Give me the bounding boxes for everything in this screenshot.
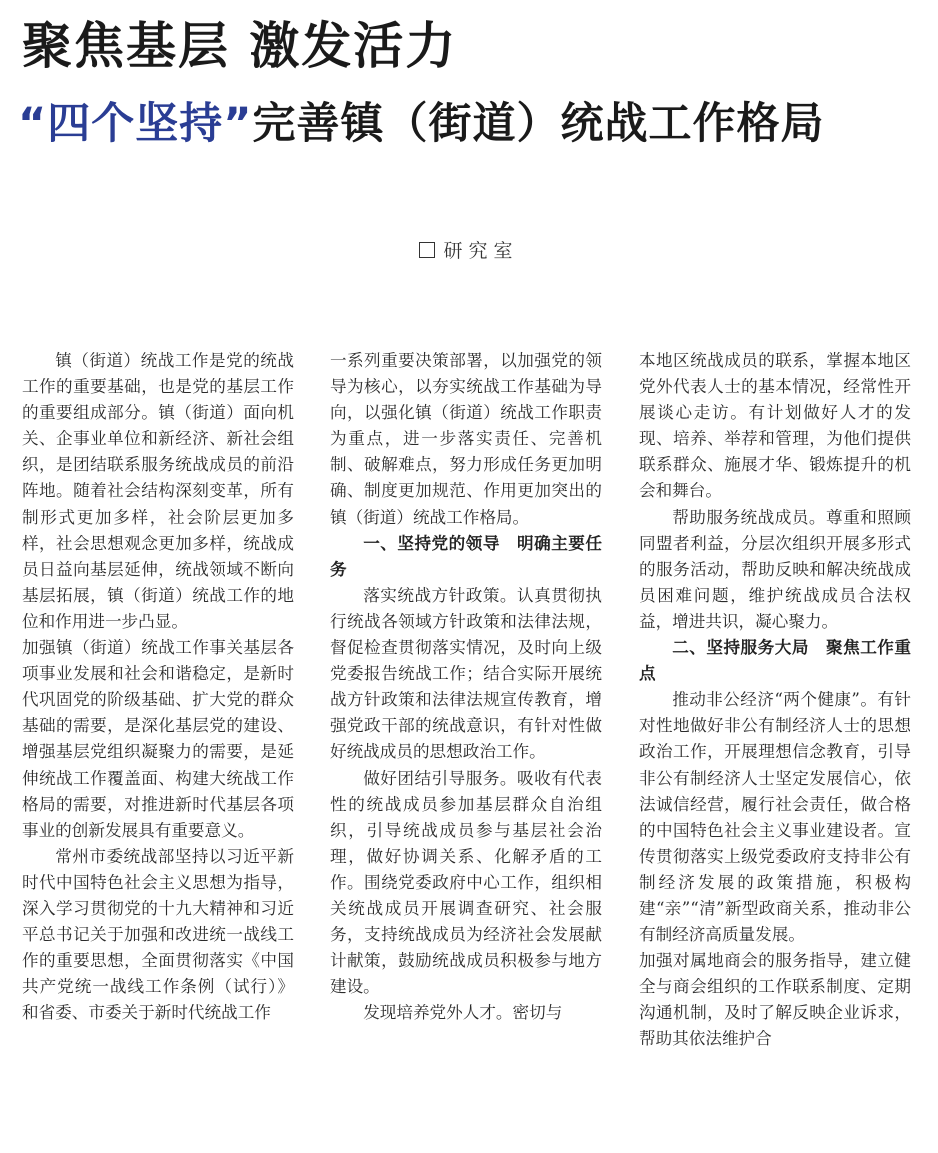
headline-sub — [18, 90, 825, 151]
paragraph: 一系列重要决策部署，以加强党的领导为核心，以夯实统战工作基础为导向，以强化镇（街道）统战工作职责为重点，进一步落实责任、完善机制、破解难点，努力形成任务更加明确、制度更加规范、作用更加突出的镇（街道）统战工作格局。 — [330, 351, 602, 527]
paragraph: 帮助服务统战成员。尊重和照顾同盟者利益，分层次组织开展多形式的服务活动，帮助反映和解决统战成员困难问题，维护统战成员合法权益，增进共识，凝心聚力。 — [639, 507, 911, 631]
paragraph: 本地区统战成员的联系，掌握本地区党外代表人士的基本情况，经常性开展谈心走访。有计划做好人才的发现、培养、举荐和管理，为他们提供联系群众、施展才华、锻炼提升的机会和舞台。 — [639, 351, 911, 501]
text-column-3 — [639, 348, 911, 1053]
text-column-1 — [22, 348, 294, 1026]
headline-sub-rest: 完善镇（街道）统战工作格局 — [252, 99, 825, 149]
paragraph: 加强镇（街道）统战工作事关基层各项事业发展和社会和谐稳定，是新时代巩固党的阶级基础、扩大党的群众基础的需要，是深化基层党的建设、增强基层党组织凝聚力的需要，是延伸统战工作覆盖面、构建大统战工作格局的需要，对推进新时代基层各项事业的创新发展具有重要意义。 — [22, 638, 294, 840]
byline — [0, 236, 938, 263]
text-column-2 — [330, 348, 602, 1026]
section-heading: 一、坚持党的领导 明确主要任务 — [330, 533, 602, 579]
paragraph: 常州市委统战部坚持以习近平新时代中国特色社会主义思想为指导，深入学习贯彻党的十九大精神和习近平总书记关于加强和改进统一战线工作的重要思想，全面贯彻落实《中国共产党统一战线工作条例（试行）》和省委、市委关于新时代统战工作 — [22, 846, 294, 1023]
headline-main: 聚焦基层 激发活力 — [22, 17, 458, 75]
paragraph: 落实统战方针政策。认真贯彻执行统战各领域方针政策和法律法规，督促检查贯彻落实情况，及时向上级党委报告统战工作；结合实际开展统战方针政策和法律法规宣传教育，增强党政干部的统战意识，有针对性做好统战成员的思想政治工作。 — [330, 585, 602, 762]
square-icon — [419, 242, 435, 258]
paragraph: 加强对属地商会的服务指导，建立健全与商会组织的工作联系制度、定期沟通机制，及时了解反映企业诉求，帮助其依法维护合 — [639, 951, 911, 1049]
section-heading: 二、坚持服务大局 聚焦工作重点 — [639, 638, 911, 684]
paragraph: 发现培养党外人才。密切与 — [363, 1003, 563, 1023]
headline-sub-accent: “四个坚持” — [18, 99, 253, 149]
paragraph: 推动非公经济“两个健康”。有针对性地做好非公有制经济人士的思想政治工作，开展理想信念教育，引导非公有制经济人士坚定发展信心，依法诚信经营，履行社会责任，做合格的中国特色社会主义事业建设者。宣传贯彻落实上级党委政府支持非公有制经济发展的政策措施，积极构建“亲”“清”新型政商关系，推动非公有制经济高质量发展。 — [639, 690, 911, 945]
paragraph: 镇（街道）统战工作是党的统战工作的重要基础，也是党的基层工作的重要组成部分。镇（街道）面向机关、企事业单位和新经济、新社会组织，是团结联系服务统战成员的前沿阵地。随着社会结构深刻变革，所有制形式更加多样，社会阶层更加多样，社会思想观念更加多样，统战成员日益向基层延伸，统战领域不断向基层拓展，镇（街道）统战工作的地位和作用进一步凸显。 — [22, 351, 294, 631]
paragraph: 做好团结引导服务。吸收有代表性的统战成员参加基层群众自治组织，引导统战成员参与基层社会治理，做好协调关系、化解矛盾的工作。围绕党委政府中心工作，组织相关统战成员开展调查研究、社会服务，支持统战成员为经济社会发展献计献策，鼓励统战成员积极参与地方建设。 — [330, 768, 602, 997]
byline-author: 研究室 — [443, 240, 519, 262]
